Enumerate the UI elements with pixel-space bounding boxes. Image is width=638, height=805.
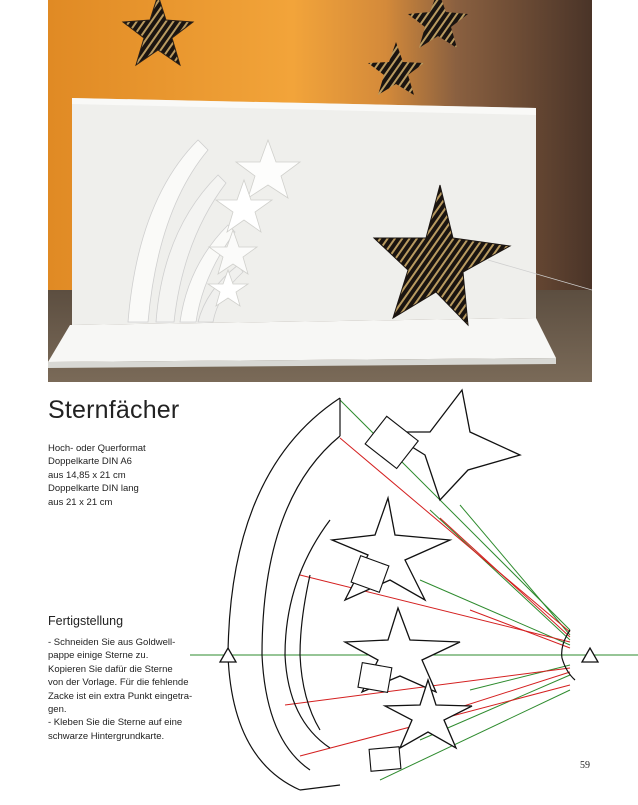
template-diagram	[0, 382, 638, 800]
spec-line: Doppelkarte DIN A6	[48, 456, 132, 468]
instruction-line: - Schneiden Sie aus Goldwell-	[48, 637, 176, 648]
spec-line: Hoch- oder Querformat	[48, 443, 146, 454]
instruction-line: schwarze Hintergrundkarte.	[48, 730, 165, 742]
spec-line: aus 14,85 x 21 cm	[48, 469, 126, 481]
instruction-line: pappe einige Sterne zu.	[48, 650, 149, 662]
fan-arc-outer	[228, 398, 340, 790]
page-title: Sternfächer	[48, 396, 180, 424]
template-star-2	[332, 498, 450, 600]
card-base	[48, 318, 556, 362]
instruction-line: von der Vorlage. Für die fehlende	[48, 677, 189, 689]
instruction-line: - Kleben Sie die Sterne auf eine	[48, 717, 183, 729]
instruction-line: Zacke ist ein extra Punkt eingetra-	[48, 690, 193, 702]
spec-line: Doppelkarte DIN lang	[48, 483, 139, 495]
spec-line: aus 21 x 21 cm	[48, 496, 113, 508]
section-heading-fertigstellung: Fertigstellung	[48, 614, 124, 628]
page-number: 59	[580, 760, 590, 771]
photo-finished-card	[48, 0, 592, 382]
instruction-line: gen.	[48, 704, 67, 716]
instruction-line: Kopieren Sie dafür die Sterne	[48, 663, 173, 675]
